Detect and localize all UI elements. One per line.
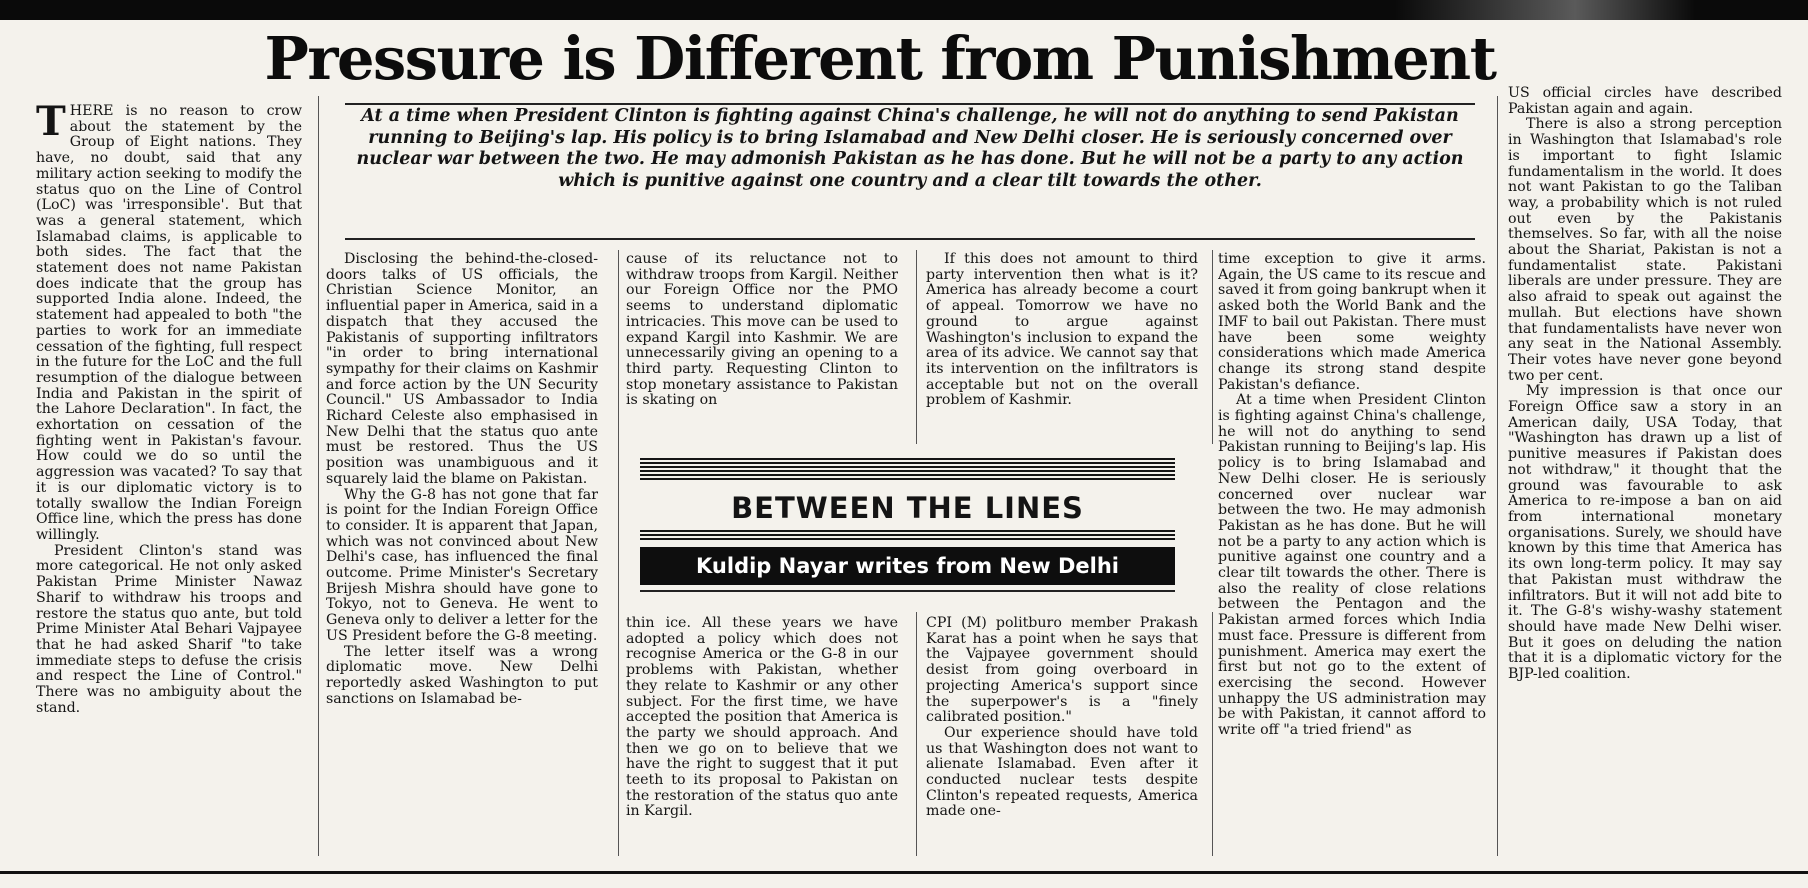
column-4-paragraph-3: Our experience should have told us that Washington does not want to alienate Islamabad. Even after it conducted nuclear tests despite Clinton's repeated requests, America made one- [926, 724, 1198, 820]
column-5-paragraph-1: time exception to give it arms. Again, the US came to its rescue and saved it from going bankrupt when it asked both the World Bank and the IMF to bail out Pakistan. There must have been some weighty considerations which made America change its strong stand despite Pakistan's defiance. [1218, 252, 1486, 393]
section-stripes-bottom [640, 530, 1175, 542]
column-2-paragraph-2: Why the G-8 has not gone that far is point for the Indian Foreign Office to consider. It is apparent that Japan, which was not convinced about New Delhi's case, has influenced the final outcome. Prime Minister's Secretary Brijesh Mishra should have gone to Tokyo, not to Geneva. He went to Geneva only to deliver a letter for the US President before the G-8 meeting. [326, 486, 598, 644]
column-6-paragraph-1: US official circles have described Pakistan again and again. [1508, 86, 1782, 117]
byline: Kuldip Nayar writes from New Delhi [696, 554, 1119, 578]
column-2-paragraph-1: Disclosing the behind-the-closed-doors talks of US officials, the Christian Science Monitor, an influential paper in America, said in a dispatch that they accused the Pakistanis of supporting infiltrators "in order to bring international sympathy for their claims on Kashmir and force action by the UN Security Council." US Ambassador to India Richard Celeste also emphasised in New Delhi that the status quo ante must be restored. Thus the US position was unambiguous and it squarely laid the blame on Pakistan. [326, 252, 598, 487]
column-3-bottom [626, 616, 898, 856]
section-title: BETWEEN THE LINES [731, 491, 1084, 525]
column-1-paragraph-1: THERE is no reason to crow about the statement by the Group of Eight nations. They have, no doubt, said that any military action seeking to modify the status quo on the Line of Control (LoC) was 'irresponsible'. But that was a general statement, which Islamabad claims, is applicable to both sides. The fact that the statement does not name Pakistan does indicate that the group has supported India alone. Indeed, the statement had appealed to both "the parties to work for an immediate cessation of the fighting, full respect in the future for the LoC and the full resumption of the dialogue between India and Pakistan in the spirit of the Lahore Declaration". In fact, the exhortation on cessation of the fighting went in Pakistan's favour. How could we do so until the aggression was vacated? To say that it is our diplomatic victory is to totally swallow the Indian Foreign Office line, which the press has done willingly. [36, 104, 302, 543]
column-rule-3-bottom [916, 612, 917, 856]
column-rule-2 [618, 250, 619, 856]
top-bar-fade [1395, 0, 1695, 20]
column-rule-1 [318, 96, 319, 856]
column-3-top [626, 252, 898, 444]
drop-cap: T [36, 104, 66, 145]
column-6-paragraph-3: My impression is that once our Foreign Office saw a story in an American daily, USA Today, that "Washington has drawn up a list of punitive measures if Pakistan does not withdraw," it thought that the ground was favourable to ask America to re-impose a ban on aid from international monetary organisations. Surely, we should have known by this time that America has its own long-term policy. It may say that Pakistan must withdraw the infiltrators. But it will not add bite to it. The G-8's wishy-washy statement should have made New Delhi wiser. But it goes on deluding the nation that it is a diplomatic victory for the BJP-led coalition. [1508, 383, 1782, 683]
column-5-paragraph-2: At a time when President Clinton is fighting against China's challenge, he will not do anything to send Pakistan running to Beijing's lap. His policy is to bring Islamabad and New Delhi closer. He is seriously concerned over nuclear war between the two. He may admonish Pakistan as he has done. But he will not be a party to any action which is punitive against one country and a clear tilt towards the other. There is also the reality of close relations between the Pentagon and the Pakistan armed forces which India must face. Pressure is different from punishment. America may exert the first but not go to the extent of exercising the second. However unhappy the US administration may be with Pakistan, it cannot afford to write off "a tried friend" as [1218, 392, 1486, 739]
column-1-paragraph-2: President Clinton's stand was more categorical. He not only asked Pakistan Prime Minister Nawaz Sharif to withdraw his troops and restore the status quo ante, but told Prime Minister Atal Behari Vajpayee that he had asked Sharif "to take immediate steps to defuse the crisis and respect the Line of Control." There was no ambiguity about the stand. [36, 542, 302, 716]
column-6 [1508, 86, 1782, 856]
column-rule-3-top [916, 250, 917, 444]
bottom-rule [0, 871, 1808, 874]
pullquote-rule-bottom [345, 238, 1475, 240]
column-2-paragraph-3: The letter itself was a wrong diplomatic move. New Delhi reportedly asked Washington to put sanctions on Islamabad be- [326, 643, 598, 707]
pullquote: At a time when President Clinton is fighting against China's challenge, he will not do anything to send Pakistan running to Beijing's lap. His policy is to bring Islamabad and New Delhi closer. He is seriously concerned over nuclear war between the two. He may admonish Pakistan as he has done. But he will not be a party to any action which is punitive against one country and a clear tilt towards the other. [356, 106, 1464, 191]
column-4-bottom [926, 616, 1198, 856]
column-6-paragraph-2: There is also a strong perception in Washington that Islamabad's role is important to fight Islamic fundamentalism in the world. It does not want Pakistan to go the Taliban way, a probability which is not ruled out even by the Pakistanis themselves. So far, with all the noise about the Shariat, Pakistan is not a fundamentalist state. Pakistani liberals are under pressure. They are also afraid to speak out against the mullah. But elections have shown that fundamentalists have never won any seat in the National Assembly. Their votes have never gone beyond two per cent. [1508, 116, 1782, 384]
column-4-paragraph-2: CPI (M) politburo member Prakash Karat has a point when he says that the Vajpayee government should desist from going overboard in projecting America's support since the superpower's is a "finely calibrated position." [926, 616, 1198, 726]
column-5 [1218, 252, 1486, 856]
column-3-paragraph-2: thin ice. All these years we have adopted a policy which does not recognise America or the G-8 in our problems with Pakistan, whether they relate to Kashmir or any other subject. For the first time, we have accepted the position that America is the party we should approach. And then we go on to believe that we have the right to suggest that it put teeth to its proposal to Pakistan on the restoration of the status quo ante in Kargil. [626, 616, 898, 820]
section-stripes-top [640, 458, 1175, 480]
column-rule-5 [1497, 96, 1498, 856]
column-rule-4-top [1212, 250, 1213, 444]
column-2 [326, 252, 598, 852]
headline: Pressure is Different from Punishment [264, 24, 1496, 93]
column-4-paragraph-1: If this does not amount to third party intervention then what is it? America has already become a court of appeal. Tomorrow we have no ground to argue against Washington's inclusion to expand the area of its advice. We cannot say that its intervention on the infiltrators is acceptable but not on the overall problem of Kashmir. [926, 252, 1198, 409]
pullquote-rule-top [345, 103, 1475, 105]
column-rule-4-bottom [1212, 612, 1213, 856]
byline-rule [640, 590, 1175, 592]
column-1 [36, 104, 302, 854]
column-3-paragraph-1: cause of its reluctance not to withdraw troops from Kargil. Neither our Foreign Office nor the PMO seems to understand diplomatic intricacies. This move can be used to expand Kargil into Kashmir. We are unnecessarily giving an opening to a third party. Requesting Clinton to stop monetary assistance to Pakistan is skating on [626, 252, 898, 409]
column-4-top [926, 252, 1198, 444]
